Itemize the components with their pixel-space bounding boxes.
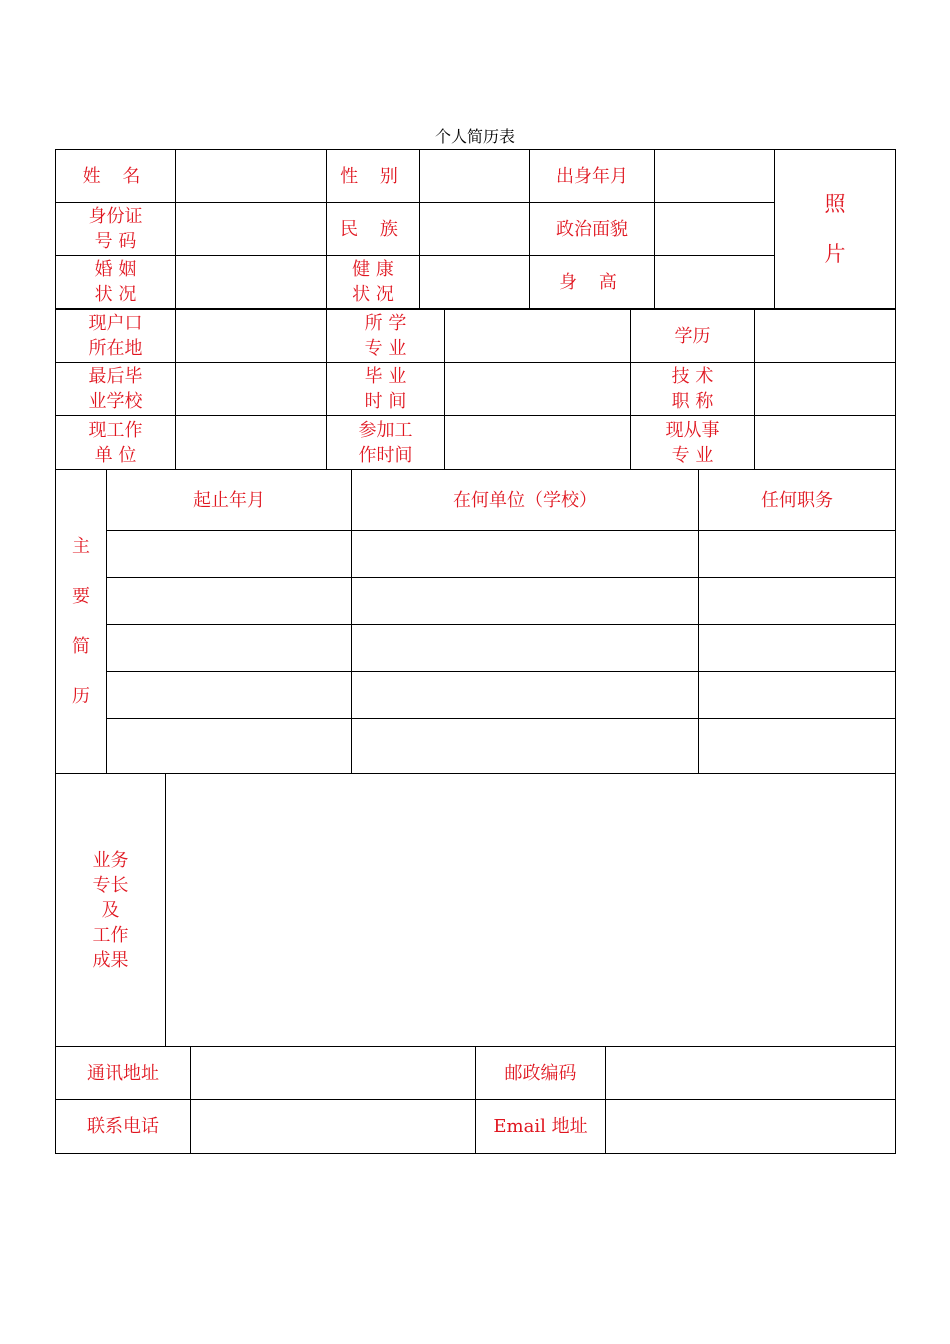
page-title: 个人简历表 [434,127,515,146]
resume-position-cell[interactable] [699,531,896,578]
ethnicity-label: 民 族 [327,203,420,256]
employer-label [56,416,176,470]
work-start-label [327,416,445,470]
id-card-field[interactable] [176,203,327,256]
education-field[interactable] [755,310,896,363]
health-label [327,256,420,309]
resume-unit-cell[interactable] [352,672,699,719]
gender-label: 性 别 [327,150,420,203]
hukou-label-line1: 现户口 [88,313,143,334]
resume-side-label-2: 要 [72,585,90,607]
title-rank-label-line2: 职 称 [671,391,714,412]
email-field[interactable] [606,1100,896,1154]
grad-time-field[interactable] [445,363,631,416]
work-start-label-line1: 参加工 [358,419,413,441]
resume-position-cell[interactable] [699,578,896,625]
expertise-field[interactable] [166,774,896,1047]
marital-label-line2: 状 况 [94,284,137,305]
field-label [631,416,755,470]
resume-side-label-4: 历 [72,685,90,707]
expertise-table [55,773,896,1047]
title-rank-label-line1: 技 术 [671,366,714,387]
title-rank-field[interactable] [755,363,896,416]
contact-table [55,1046,896,1154]
resume-position-cell[interactable] [699,719,896,774]
expertise-label-line3: 及 [101,899,120,921]
health-label-line2: 状 况 [352,284,394,305]
school-label-line2: 业学校 [88,391,143,412]
resume-table [55,469,896,774]
expertise-label-line5: 成果 [92,949,129,971]
id-card-label-line2: 号 码 [94,231,137,252]
grad-time-label [327,363,445,416]
resume-position-cell[interactable] [699,672,896,719]
education-label: 学历 [631,310,755,363]
major-label-line1: 所 学 [364,313,407,334]
work-start-label-line2: 作时间 [358,444,413,466]
birth-field[interactable] [655,150,775,203]
resume-position-cell[interactable] [699,625,896,672]
height-field[interactable] [655,256,775,309]
resume-row [56,625,896,672]
photo-box[interactable] [775,150,896,309]
employer-label-line2: 单 位 [94,444,137,466]
height-label: 身 高 [530,256,655,309]
postcode-field[interactable] [606,1047,896,1100]
id-card-label [56,203,176,256]
title-rank-label [631,363,755,416]
phone-field[interactable] [191,1100,476,1154]
resume-unit-cell[interactable] [352,625,699,672]
work-start-field[interactable] [445,416,631,470]
grad-time-label-line2: 时 间 [364,391,407,412]
resume-row [56,531,896,578]
resume-unit-cell[interactable] [352,578,699,625]
resume-header-unit: 在何单位（学校） [352,470,699,531]
marital-field[interactable] [176,256,327,309]
resume-side-label-3: 简 [72,635,90,657]
field-label-line2: 专 业 [671,444,714,466]
political-label: 政治面貌 [530,203,655,256]
resume-header-period: 起止年月 [107,470,352,531]
expertise-label-line1: 业务 [92,849,129,871]
id-card-label-line1: 身份证 [88,206,143,227]
name-field[interactable] [176,150,327,203]
resume-period-cell[interactable] [107,625,352,672]
hukou-field[interactable] [176,310,327,363]
basic-info-table [55,149,896,309]
resume-row [56,672,896,719]
ethnicity-field[interactable] [420,203,530,256]
details-table [55,309,896,470]
expertise-label [56,774,166,1047]
photo-label-2: 片 [824,242,846,266]
political-field[interactable] [655,203,775,256]
resume-side-label [56,470,107,774]
health-label-line1: 健 康 [352,259,394,280]
resume-unit-cell[interactable] [352,531,699,578]
major-field[interactable] [445,310,631,363]
resume-unit-cell[interactable] [352,719,699,774]
marital-label-line1: 婚 姻 [94,259,137,280]
postcode-label: 邮政编码 [476,1047,606,1100]
email-label: Email 地址 [476,1100,606,1154]
marital-label [56,256,176,309]
address-label: 通讯地址 [56,1047,191,1100]
expertise-label-line2: 专长 [92,874,129,896]
resume-side-label-1: 主 [72,535,90,557]
resume-header-position: 任何职务 [699,470,896,531]
employer-field[interactable] [176,416,327,470]
grad-time-label-line1: 毕 业 [364,366,407,387]
resume-row [56,719,896,774]
resume-period-cell[interactable] [107,719,352,774]
resume-period-cell[interactable] [107,672,352,719]
gender-field[interactable] [420,150,530,203]
school-field[interactable] [176,363,327,416]
birth-label: 出身年月 [530,150,655,203]
resume-period-cell[interactable] [107,578,352,625]
resume-row [56,578,896,625]
school-label-line1: 最后毕 [88,366,143,387]
field-label-line1: 现从事 [665,419,720,441]
address-field[interactable] [191,1047,476,1100]
school-label [56,363,176,416]
employer-label-line1: 现工作 [88,419,143,441]
phone-label: 联系电话 [56,1100,191,1154]
major-label-line2: 专 业 [364,338,407,359]
name-label: 姓 名 [56,150,176,203]
hukou-label-line2: 所在地 [88,338,143,359]
expertise-label-line4: 工作 [92,924,129,946]
health-field[interactable] [420,256,530,309]
photo-label-1: 照 [824,192,846,216]
major-label [327,310,445,363]
resume-period-cell[interactable] [107,531,352,578]
hukou-label [56,310,176,363]
field-field[interactable] [755,416,896,470]
